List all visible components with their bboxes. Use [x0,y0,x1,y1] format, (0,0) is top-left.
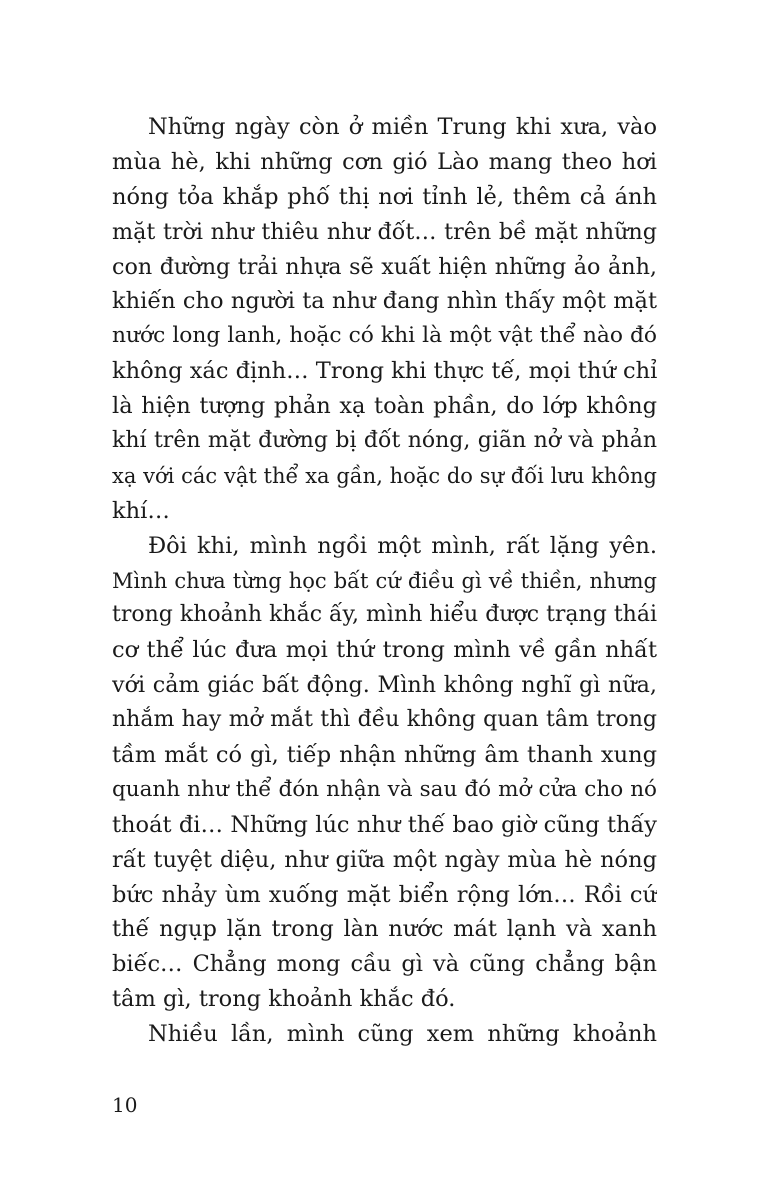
page-number: 10 [112,1093,138,1117]
text-line: tâm gì, trong khoảnh khắc đó. [112,986,456,1013]
text-line: tầm mắt có gì, tiếp nhận những âm thanh xung [112,742,657,769]
text-line: Đôi khi, mình ngồi một mình, rất lặng yên. [148,532,657,559]
text-line: Mình chưa từng học bất cứ điều gì về thiền, nhưng [112,568,657,593]
paragraph-1 [112,110,657,529]
paragraph-3 [112,1017,657,1052]
text-line: Những ngày còn ở miền Trung khi xưa, vào [148,114,657,140]
text-line: rất tuyệt diệu, như giữa một ngày mùa hè nóng [112,846,657,873]
text-line: trong khoảnh khắc ấy, mình hiểu được trạng thái [112,602,657,628]
text-line: nhắm hay mở mắt thì đều không quan tâm trong [112,707,657,733]
paragraph-2 [112,529,657,1017]
text-line: mặt trời như thiêu như đốt… trên bề mặt những [112,218,657,245]
text-line: khí… [112,497,170,524]
text-line: nóng tỏa khắp phố thị nơi tỉnh lẻ, thêm cả ánh [112,183,657,210]
body-text [112,110,657,1052]
text-line: với cảm giác bất động. Mình không nghĩ gì nữa, [112,672,657,699]
text-line: Nhiều lần, mình cũng xem những khoảnh [148,1021,657,1048]
text-line: cơ thể lúc đưa mọi thứ trong mình về gần nhất [112,637,657,664]
text-line: con đường trải nhựa sẽ xuất hiện những ảo ảnh, [112,253,657,280]
text-line: thoát đi… Những lúc như thế bao giờ cũng thấy [112,811,657,838]
text-line: xạ với các vật thể xa gần, hoặc do sự đối lưu không [112,463,657,488]
text-line: không xác định… Trong khi thực tế, mọi thứ chỉ [112,358,657,385]
text-line: là hiện tượng phản xạ toàn phần, do lớp không [112,393,657,420]
text-line: khí trên mặt đường bị đốt nóng, giãn nở và phản [112,428,657,454]
text-line: khiến cho người ta như đang nhìn thấy một mặt [112,288,657,315]
text-line: bức nhảy ùm xuống mặt biển rộng lớn… Rồi cứ [112,881,657,908]
text-line: mùa hè, khi những cơn gió Lào mang theo hơi [112,148,657,175]
text-line: quanh như thể đón nhận và sau đó mở cửa cho nó [112,776,657,802]
text-line: biếc… Chẳng mong cầu gì và cũng chẳng bận [112,951,657,978]
text-line: thế ngụp lặn trong làn nước mát lạnh và xanh [112,916,657,943]
text-line: nước long lanh, hoặc có khi là một vật thể nào đó [112,323,657,349]
